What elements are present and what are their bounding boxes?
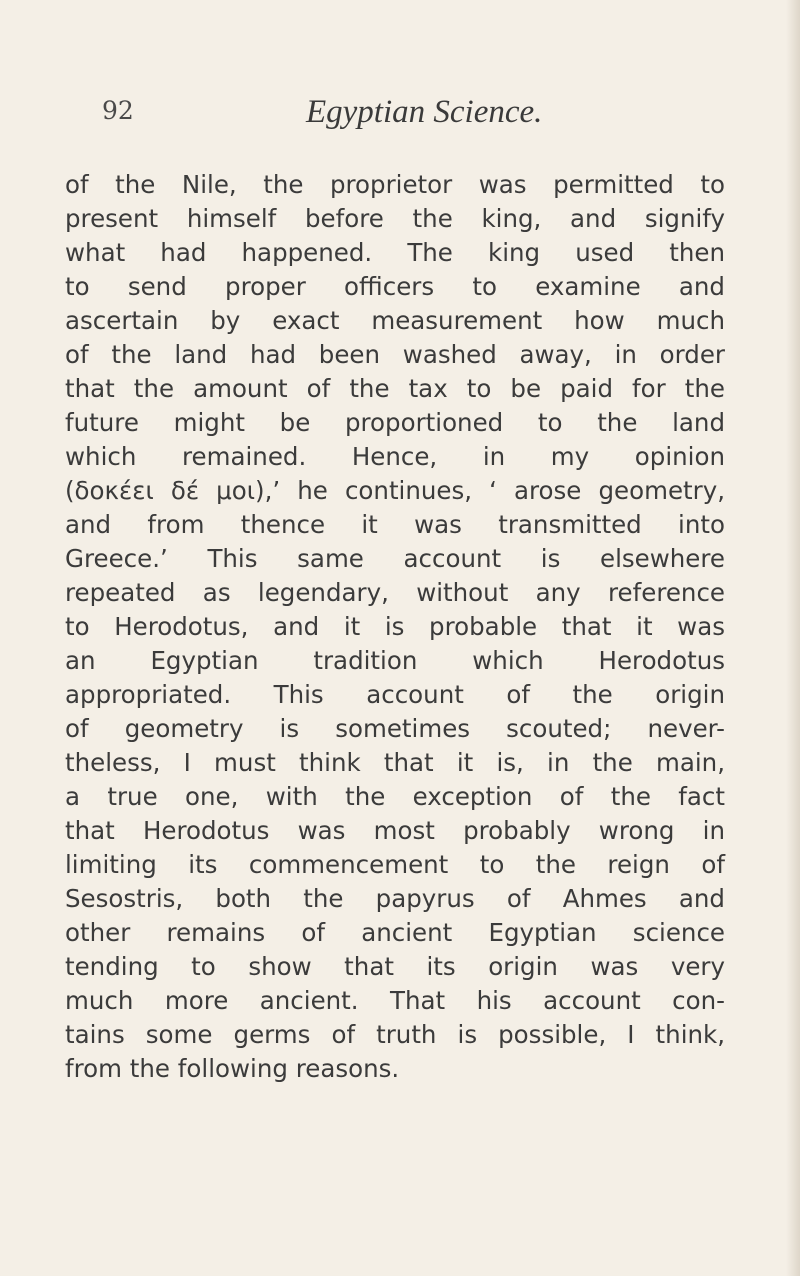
running-title: Egyptian Science. xyxy=(306,94,543,130)
text-line: present himself before the king, and signify xyxy=(65,204,725,233)
text-line: ascertain by exact measurement how much xyxy=(65,306,725,335)
text-line: which remained. Hence, in my opinion xyxy=(65,442,725,471)
text-line: that Herodotus was most probably wrong in xyxy=(65,816,725,845)
body-text xyxy=(65,168,725,1086)
text-line: a true one, with the exception of the fact xyxy=(65,782,725,811)
text-line: what had happened. The king used then xyxy=(65,238,725,267)
page-number: 92 xyxy=(102,96,134,125)
text-line: of geometry is sometimes scouted; never- xyxy=(65,714,725,743)
text-line: future might be proportioned to the land xyxy=(65,408,725,437)
page-edge-shadow xyxy=(786,0,800,1276)
text-line: an Egyptian tradition which Herodotus xyxy=(65,646,725,675)
text-line: other remains of ancient Egyptian science xyxy=(65,918,725,947)
text-line: Sesostris, both the papyrus of Ahmes and xyxy=(65,884,725,913)
text-line: much more ancient. That his account con- xyxy=(65,986,725,1015)
text-line: repeated as legendary, without any reference xyxy=(65,578,725,607)
text-line: to Herodotus, and it is probable that it was xyxy=(65,612,725,641)
text-line: Greece.’ This same account is elsewhere xyxy=(65,544,725,573)
text-line: that the amount of the tax to be paid for the xyxy=(65,374,725,403)
text-line: and from thence it was transmitted into xyxy=(65,510,725,539)
text-line: from the following reasons. xyxy=(65,1054,400,1083)
text-line: of the land had been washed away, in order xyxy=(65,340,725,369)
text-line: tains some germs of truth is possible, I think, xyxy=(65,1020,725,1049)
page-header xyxy=(102,96,702,136)
text-line: theless, I must think that it is, in the main, xyxy=(65,748,725,777)
text-line: to send proper officers to examine and xyxy=(65,272,725,301)
text-line: limiting its commencement to the reign of xyxy=(65,850,725,879)
text-line: of the Nile, the proprietor was permitted to xyxy=(65,170,725,199)
text-line: tending to show that its origin was very xyxy=(65,952,725,981)
text-line: (δοκέει δέ μοι),’ he continues, ‘ arose geometry, xyxy=(65,476,725,505)
text-line: appropriated. This account of the origin xyxy=(65,680,725,709)
